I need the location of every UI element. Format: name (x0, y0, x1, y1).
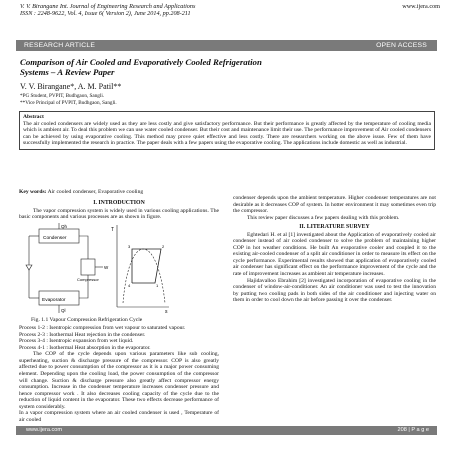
ql-label: Ql (61, 307, 66, 313)
open-access-label: OPEN ACCESS (376, 41, 427, 49)
cop-paragraph: The COP of the cycle depends upon various parameters like sub cooling, superheating, suction & discharge pressure of the compressor. COP is also greatly affected due to power consumption of the compressor as it is a major power consuming element. Depending upon the cooling load, the power consumption of the compressor will change. Suction & discharge pressure also greatly affect compressor energy consumption. Increase in the condenser temperature increases condenser pressure and hence compressor work . It also decreases cooling capacity of the cycle due to the reduction of liquid content in the evaporator. These two effects decrease performance of system considerably. (19, 351, 219, 410)
footer-site-link[interactable]: www.ijera.com (26, 427, 63, 433)
introduction-heading: I. INTRODUCTION (93, 200, 145, 206)
compressor-label: Compressor (77, 276, 99, 282)
abstract-box (19, 111, 435, 150)
paper-title-line-2: Systems – A Review Paper (20, 67, 115, 77)
page-footer (16, 426, 437, 435)
page-number: 208 | P a g e (397, 427, 429, 433)
right-column (233, 195, 436, 304)
paper-authors: V. V. Birangane*, A. M. Patil** (20, 82, 122, 91)
keywords-label: Key words: (19, 189, 47, 195)
air-cooled-paragraph: In a vapor compression system where an air cooled condenser is used , Temperature of air cooled (19, 410, 219, 423)
review-paragraph: This review paper discusses a few papers dealing with this problem. (247, 214, 400, 221)
affiliation-2: **Vice Principal of PVPIT, Budhgaon, Sangli. (20, 99, 117, 106)
research-article-label: RESEARCH ARTICLE (24, 41, 96, 49)
paper-title-line-1: Comparison of Air Cooled and Evaporatively Cooled Refrigeration (20, 57, 262, 67)
figure-caption: Fig. 1.1 Vapour Compression Refrigeration Cycle (31, 316, 143, 323)
issn-line: ISSN : 2248-9622, Vol. 4, Issue 6( Version 2), June 2014, pp.208-211 (20, 10, 191, 18)
abstract-text: The air cooled condensers are widely used as they are less costly and give satisfactory performance. But their performance is greatly affected by the temperature of cooling media which is ambient air. To deal this problem we can use water cooled condenser. But their cost and maintenance limit their use. The performance improvement of Air cooled condensers can be achieved by using evaporative cooling. This method may prove quiet effective and less costly. There are researchers working on the above issue. Few of them have successfully implemented the research in practice. The paper deals with a few papers using the evaporative cooling. The applications include domestic as well as industrial. (23, 120, 431, 147)
literature-survey-heading: II. LITERATURE SURVEY (299, 224, 370, 231)
keywords (19, 189, 143, 196)
intro-paragraph: The vapor compression system is widely used in various cooling applications. The basic components and various processes are as shown in figure. (19, 207, 219, 221)
paper-title (20, 57, 430, 77)
condenser-label: Condenser (43, 235, 67, 241)
process-3-4: Process 3-4 : Isentropic expansion from wet liquid. (19, 338, 134, 345)
state-point-1: 1 (156, 282, 159, 288)
state-point-3: 3 (128, 243, 131, 249)
literature-paragraph-2: Hajidavalloo Ebrahim [2] investigated incorporation of evaporative cooling in the condenser of window-air-conditioner. An air conditioner was used to test the innovation by putting two cooling pads in both sides of the air conditioner and injecting water on them in order to cool down the air before passing it over the condenser. (233, 277, 436, 304)
state-point-2: 2 (162, 243, 165, 249)
journal-citation: V. V. Birangane Int. Journal of Engineering Research and Applications (20, 3, 196, 10)
vapour-compression-figure (25, 223, 171, 315)
journal-header (20, 3, 440, 18)
cycle-diagram (25, 223, 171, 315)
process-4-1: Process 4-1 : Isothermal Heat absorption in the evaporator. (19, 344, 151, 351)
state-point-4: 4 (128, 282, 131, 288)
left-column (19, 200, 219, 423)
work-label: W (104, 264, 109, 270)
article-type-banner (16, 40, 437, 51)
process-2-3: Process 2-3 : Isothermal Heat rejection in the condenser. (19, 331, 146, 338)
literature-paragraph-1: Eghtedari H. et al [1] investigated about the Application of evaporatively cooled air condenser instead of air cooled condenser to solve the problem of maintaining higher COP in hot weather conditions. He built An evaporative cooler and coupled it to the existing air-cooled condenser of a split air conditioner in order to measure its effect on the cycle performance. Experimental results showed that application of evaporatively cooled air condenser has significant effect on the performance improvement of the cycle and the rate of improvement increases as ambient air temperature increases. (233, 231, 436, 278)
author-affiliations (20, 93, 117, 106)
affiliation-1: *PG Student, PVPIT, Budhgaon, Sangli. (20, 93, 105, 99)
journal-site-link[interactable]: www.ijera.com (402, 3, 440, 10)
qh-label: Qh (61, 223, 68, 229)
continued-paragraph: condenser depends upon the ambient temperature. Higher condenser temperatures are not desirable as it decreases COP of system. In hotter environment it may sometimes even trip the compressor. (233, 195, 436, 215)
entropy-axis-label: s (165, 308, 168, 315)
temperature-axis-label: T (111, 226, 115, 233)
abstract-label: Abstract (23, 114, 44, 120)
evaporator-label: Evaporator (42, 297, 66, 303)
process-1-2: Process 1-2 : Isentropic compression from wet vapour to saturated vapour. (19, 325, 186, 332)
keywords-text: Air cooled condenser, Evaporative cooling (46, 189, 144, 195)
